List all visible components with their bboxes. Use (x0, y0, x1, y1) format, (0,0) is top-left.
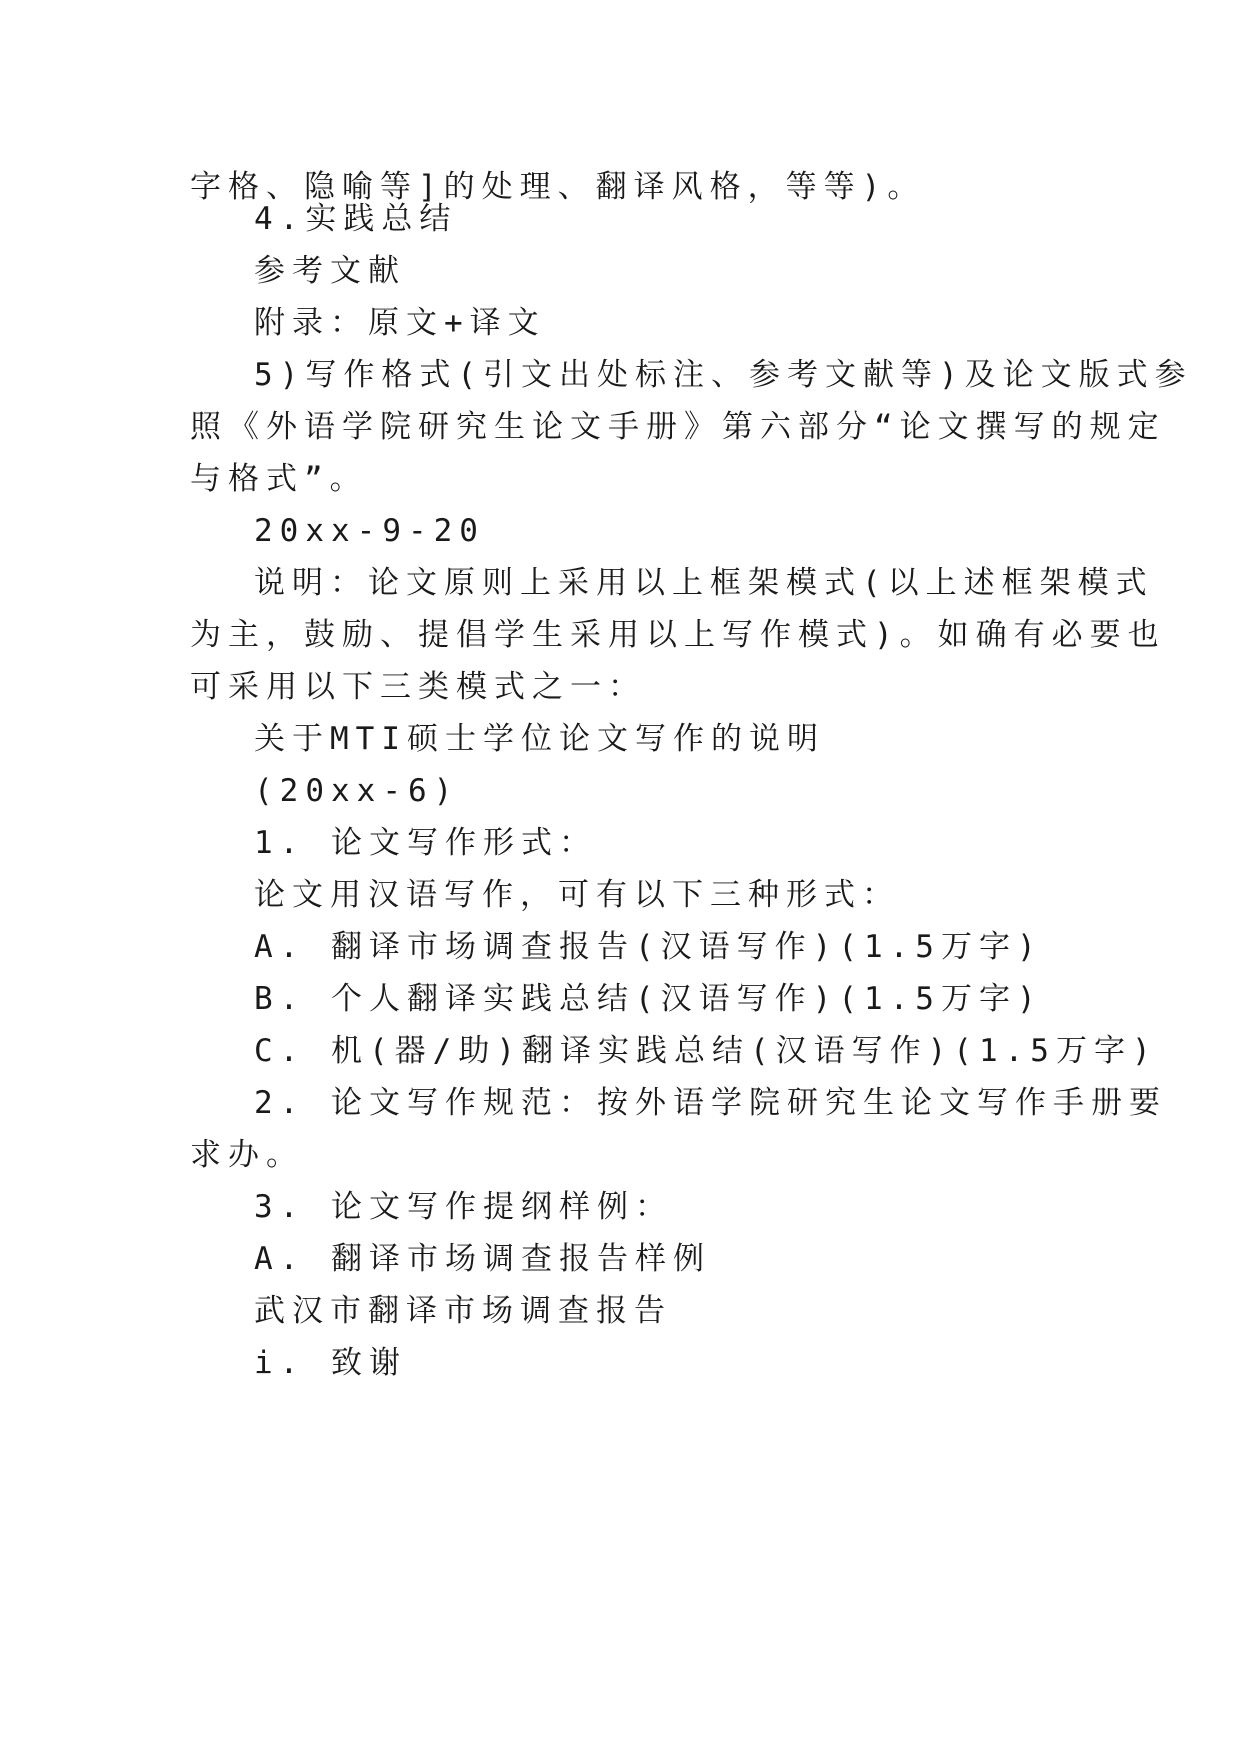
text-line: 5)写作格式(引文出处标注、参考文献等)及论文版式参 (254, 357, 1193, 393)
text-line: 4.实践总结 (254, 201, 458, 237)
text-line: 1. 论文写作形式： (254, 825, 597, 861)
text-line: 20xx-9-20 (254, 513, 485, 549)
text-line: 参考文献 (254, 253, 406, 289)
text-line: A. 翻译市场调查报告(汉语写作)(1.5万字) (254, 929, 1043, 965)
text-line: 论文用汉语写作，可有以下三种形式： (254, 877, 900, 913)
text-line: 为主，鼓励、提倡学生采用以上写作模式)。如确有必要也 (190, 617, 1166, 653)
text-line: 照《外语学院研究生论文手册》第六部分“论文撰写的规定 (190, 409, 1166, 445)
text-line: 可采用以下三类模式之一： (190, 669, 646, 705)
text-line: 3. 论文写作提纲样例： (254, 1189, 673, 1225)
text-line: 附录：原文+译文 (254, 305, 546, 341)
text-line: 武汉市翻译市场调查报告 (254, 1293, 672, 1329)
text-line: 字格、隐喻等]的处理、翻译风格，等等)。 (190, 169, 926, 205)
text-line: (20xx-6) (254, 773, 460, 809)
text-line: 说明：论文原则上采用以上框架模式(以上述框架模式 (254, 565, 1154, 601)
text-line: 求办。 (190, 1137, 304, 1173)
text-line: A. 翻译市场调查报告样例 (254, 1241, 711, 1277)
text-line: 2. 论文写作规范：按外语学院研究生论文写作手册要 (254, 1085, 1167, 1121)
text-line: B. 个人翻译实践总结(汉语写作)(1.5万字) (254, 981, 1043, 1017)
text-line: i. 致谢 (254, 1345, 407, 1381)
text-line: 与格式”。 (190, 461, 368, 497)
text-line: C. 机(器/助)翻译实践总结(汉语写作)(1.5万字) (254, 1033, 1158, 1069)
text-line: 关于MTI硕士学位论文写作的说明 (254, 721, 825, 757)
